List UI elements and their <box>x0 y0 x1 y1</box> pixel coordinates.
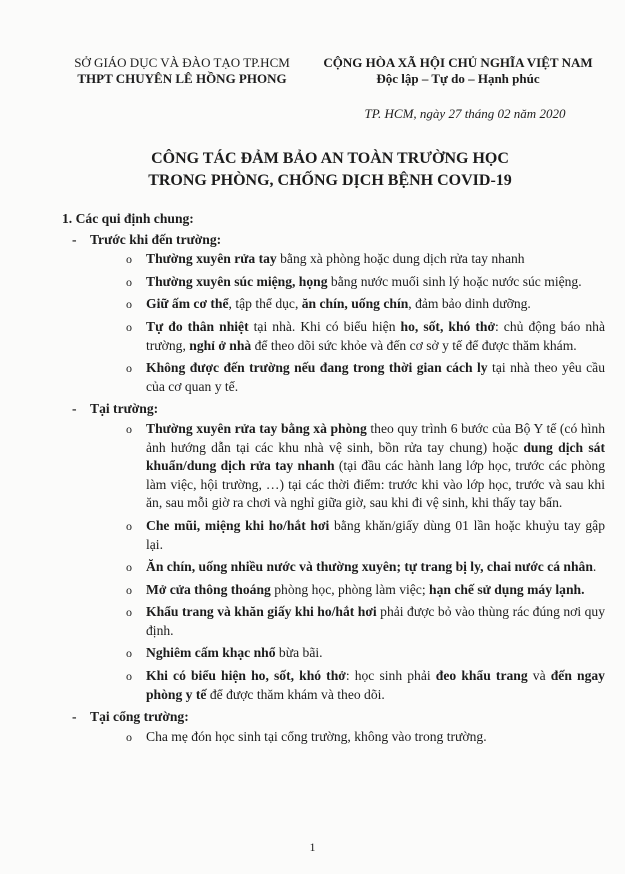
subsection-heading-before <box>72 231 615 250</box>
emphasis-text: hạn chế sử dụng máy lạnh. <box>429 581 585 597</box>
list-item <box>126 250 605 269</box>
list-item <box>126 359 605 396</box>
body-text: : học sinh phải <box>345 668 436 684</box>
school-gate-list <box>40 728 615 747</box>
emphasis-text: Giữ ấm cơ thể <box>146 296 229 312</box>
circle-bullet-icon: o <box>126 518 132 533</box>
circle-bullet-icon: o <box>126 669 132 684</box>
before-school-list <box>40 250 615 396</box>
issuer-header <box>62 55 302 87</box>
dash-marker: - <box>72 231 77 247</box>
country-name: CỘNG HÒA XÃ HỘI CHỦ NGHĨA VIỆT NAM <box>323 55 593 70</box>
body-text: tại nhà theo yêu cầu của cơ quan y tế. <box>146 360 605 394</box>
school-name: THPT CHUYÊN LÊ HỒNG PHONG <box>77 71 287 86</box>
body-text: (tại đầu các hành lang lớp học, trước các phòng làm việc, hội trường, …) tại các thời điểm: trước khi vào lớp học, trước và sau khi ăn, sau mỗi giờ ra chơi và nghỉ giữa giờ, sau khi đi vệ sinh, khi thấy tay bẩn. <box>146 458 606 511</box>
body-text: theo quy trình 6 bước của Bộ Y tế (có hình ảnh hướng dẫn tại các khu nhà vệ sinh, bồn rửa tay chung) hoặc <box>146 420 606 455</box>
body-text: . <box>592 559 597 575</box>
emphasis-text: đến ngay phòng y tế <box>146 668 605 702</box>
circle-bullet-icon: o <box>126 297 132 312</box>
emphasis-text: Mở cửa thông thoáng <box>146 581 271 597</box>
emphasis-text: Thường xuyên rửa tay bằng xà phòng <box>146 420 367 436</box>
emphasis-text: Khẩu trang và khăn giấy khi ho/hắt hơi <box>146 604 377 620</box>
emphasis-text: đeo khẩu trang <box>435 668 528 684</box>
section-heading: 1. Các qui định chung: <box>62 211 194 226</box>
body-text: , đảm bảo dinh dưỡng. <box>408 296 531 312</box>
list-item <box>126 273 605 292</box>
circle-bullet-icon: o <box>126 729 132 744</box>
list-item <box>126 603 606 640</box>
body-text: : chủ động báo nhà trường, <box>146 318 605 353</box>
body-text: phòng học, phòng làm việc; <box>270 581 430 597</box>
list-item <box>126 420 606 513</box>
body-text: để theo dõi sức khỏe và đến cơ sở y tế để được thăm khám. <box>251 337 577 353</box>
list-item <box>126 644 605 663</box>
national-motto-header <box>308 55 608 87</box>
title-line-1: CÔNG TÁC ĐẢM BẢO AN TOÀN TRƯỜNG HỌC <box>151 150 509 167</box>
subsection-title: Trước khi đến trường: <box>90 231 222 247</box>
motto: Độc lập – Tự do – Hạnh phúc <box>376 71 540 86</box>
body-text: và <box>527 668 551 684</box>
circle-bullet-icon: o <box>126 361 132 376</box>
subsection-heading-at-school <box>72 400 615 419</box>
emphasis-text: Ăn chín, uống nhiều nước và thường xuyên; tự trang bị ly, chai nước cá nhân <box>146 559 593 575</box>
list-item <box>126 728 605 747</box>
at-school-list <box>40 420 615 704</box>
list-item <box>126 295 605 314</box>
document-date: TP. HCM, ngày 27 tháng 02 năm 2020 <box>364 106 566 121</box>
circle-bullet-icon: o <box>126 646 132 661</box>
list-item <box>126 318 605 355</box>
emphasis-text: Khi có biểu hiện ho, sốt, khó thở <box>146 668 346 684</box>
dash-marker: - <box>72 401 77 417</box>
body-text: phải được bỏ vào thùng rác đúng nơi quy định. <box>146 604 606 638</box>
circle-bullet-icon: o <box>126 582 132 597</box>
body-text: Cha mẹ đón học sinh tại cổng trường, không vào trong trường. <box>146 728 487 744</box>
dash-marker: - <box>72 709 77 725</box>
emphasis-text: Nghiêm cấm khạc nhổ <box>146 645 276 661</box>
circle-bullet-icon: o <box>126 319 132 334</box>
emphasis-text: Tự đo thân nhiệt <box>146 318 249 334</box>
circle-bullet-icon: o <box>126 605 132 620</box>
emphasis-text: dung dịch sát khuẩn/dung dịch rửa tay nhanh <box>146 439 605 474</box>
body-text: tại nhà. Khi có biểu hiện <box>248 318 401 334</box>
emphasis-text: Thường xuyên súc miệng, họng <box>146 273 328 289</box>
subsection-title: Tại trường: <box>90 401 159 417</box>
department-name: SỞ GIÁO DỤC VÀ ĐÀO TẠO TP.HCM <box>74 55 290 70</box>
body-text: bừa bãi. <box>275 645 323 661</box>
list-item <box>126 517 605 554</box>
emphasis-text: ăn chín, uống chín <box>301 296 409 312</box>
subsection-title: Tại cổng trường: <box>90 709 189 725</box>
body-text: , tập thể dục, <box>228 296 302 312</box>
title-line-2: TRONG PHÒNG, CHỐNG DỊCH BỆNH COVID-19 <box>148 172 512 189</box>
circle-bullet-icon: o <box>126 421 132 436</box>
list-item <box>126 558 605 577</box>
body-text: bằng khăn/giấy dùng 01 lần hoặc khuỷu tay gập lại. <box>146 517 605 552</box>
subsection-heading-gate <box>72 708 615 727</box>
emphasis-text: Thường xuyên rửa tay <box>146 251 277 267</box>
list-item <box>126 581 605 600</box>
body-text: bằng nước muối sinh lý hoặc nước súc miệng. <box>327 273 582 289</box>
circle-bullet-icon: o <box>126 252 132 267</box>
circle-bullet-icon: o <box>126 274 132 289</box>
body-text: bằng xà phòng hoặc dung dịch rửa tay nhanh <box>276 251 525 267</box>
body-text: để được thăm khám và theo dõi. <box>206 686 385 702</box>
list-item <box>126 667 605 704</box>
emphasis-text: Che mũi, miệng khi ho/hắt hơi <box>146 517 330 533</box>
emphasis-text: nghỉ ở nhà <box>189 337 252 353</box>
emphasis-text: Không được đến trường nếu đang trong thời gian cách ly <box>146 360 488 376</box>
document-title <box>40 148 620 192</box>
emphasis-text: ho, sốt, khó thở <box>400 318 495 334</box>
page-number: 1 <box>309 840 316 854</box>
document-body <box>40 210 615 750</box>
circle-bullet-icon: o <box>126 560 132 575</box>
